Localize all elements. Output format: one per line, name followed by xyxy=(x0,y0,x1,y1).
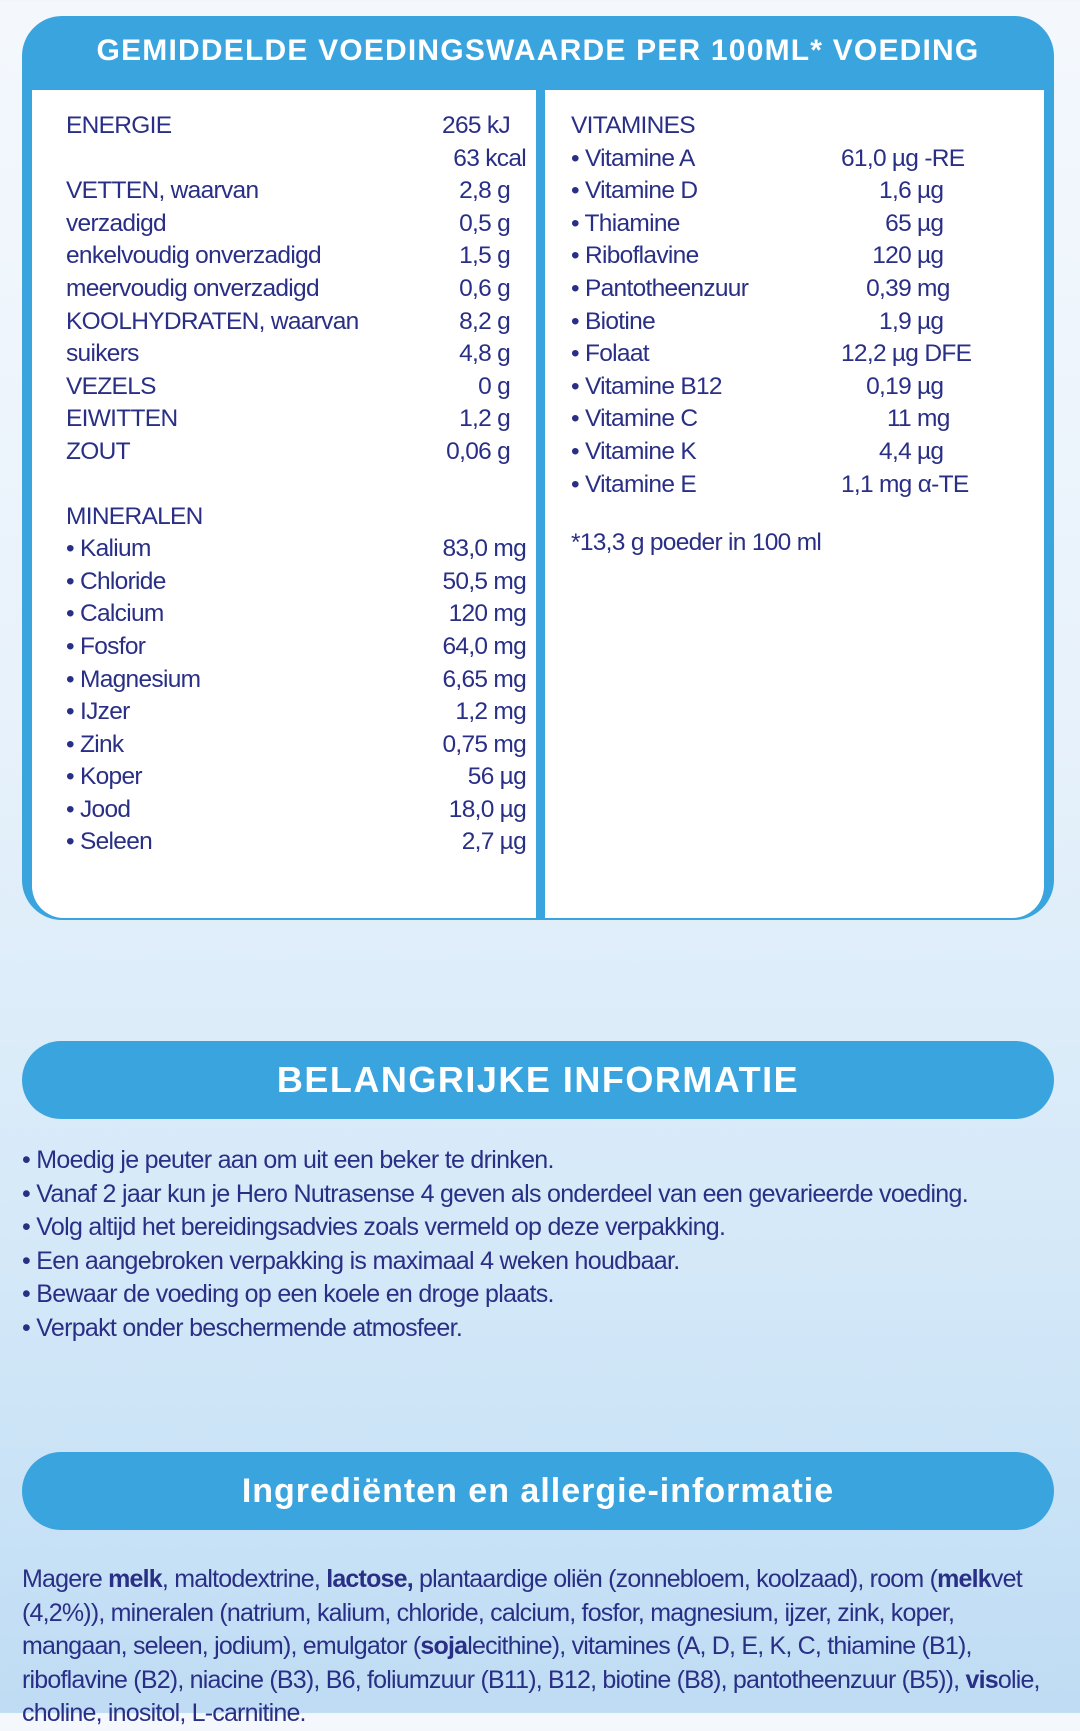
vitamin-row-amount xyxy=(841,306,961,339)
vitamins-heading-row xyxy=(571,110,1044,143)
vitamin-row-label: • Vitamine K xyxy=(571,437,697,465)
allergen-text: soja xyxy=(420,1632,468,1660)
mineral-row-value: 56 xyxy=(467,763,494,791)
important-info-banner: BELANGRIJKE INFORMATIE xyxy=(22,1041,1054,1119)
macro-row xyxy=(66,175,536,208)
info-list-item: • Vanaf 2 jaar kun je Hero Nutrasense 4 geven als onderdeel van een gevarieerde voeding. xyxy=(22,1179,968,1208)
info-list-item: • Een aangebroken verpakking is maximaal 4 weken houdbaar. xyxy=(22,1246,680,1275)
macro-row-amount xyxy=(366,273,510,306)
vitamin-row-amount xyxy=(841,240,961,273)
nutrition-right-column xyxy=(545,90,1044,918)
mineral-row-unit: mg xyxy=(493,730,526,758)
energy-label: ENERGIE xyxy=(66,112,172,139)
vitamin-row-label: • Vitamine B12 xyxy=(571,372,722,400)
mineral-row-unit: mg xyxy=(493,632,526,660)
mineral-row xyxy=(66,598,536,631)
macro-row-amount xyxy=(366,338,510,371)
macro-row xyxy=(66,273,536,306)
mineral-row-label: • Koper xyxy=(66,763,142,791)
macro-row-label: VETTEN, waarvan xyxy=(66,177,259,205)
mineral-row-unit: µg xyxy=(499,795,526,823)
macro-row-label: verzadigd xyxy=(66,209,166,237)
macro-row xyxy=(66,306,536,339)
macro-row xyxy=(66,436,536,469)
nutrition-title: GEMIDDELDE VOEDINGSWAARDE PER 100ML* VOEDING xyxy=(96,34,980,67)
mineral-row-label: • IJzer xyxy=(66,698,130,726)
vitamin-row-value: 12,2 xyxy=(841,340,886,368)
vitamin-row-label: • Vitamine A xyxy=(571,144,695,172)
mineral-row-unit: mg xyxy=(493,600,526,628)
macro-row-value: 1,2 xyxy=(459,405,492,433)
ingredient-text: olie, choline, inositol, L-carnitine. xyxy=(22,1665,1040,1727)
mineral-row-label: • Fosfor xyxy=(66,632,146,660)
mineral-row-amount xyxy=(366,533,526,566)
vitamin-row xyxy=(571,436,1044,469)
energy-kcal-row xyxy=(66,143,536,176)
mineral-row-value: 64,0 xyxy=(442,632,488,660)
vitamin-row-value: 120 xyxy=(872,242,911,270)
vitamin-row-value: 4,4 xyxy=(879,437,911,465)
info-list-item: • Verpakt onder beschermende atmosfeer. xyxy=(22,1313,463,1342)
vitamin-row-value: 11 xyxy=(886,405,911,433)
macro-row-unit: g xyxy=(497,242,510,270)
mineral-row-unit: mg xyxy=(493,567,526,595)
vitamin-row-label: • Biotine xyxy=(571,307,655,335)
mineral-row-value: 0,75 xyxy=(442,730,488,758)
ingredient-text: Magere xyxy=(22,1565,109,1593)
ingredients-banner: Ingrediënten en allergie-informatie xyxy=(22,1452,1054,1530)
macro-row-amount xyxy=(366,306,510,339)
vitamin-row-value: 0,19 xyxy=(866,372,911,400)
allergen-text: vis xyxy=(965,1665,998,1694)
vitamin-row-label: • Riboflavine xyxy=(571,242,699,270)
vitamin-row xyxy=(571,208,1044,241)
vitamin-row-value: 0,39 xyxy=(866,274,911,302)
mineral-row-value: 1,2 xyxy=(455,698,488,726)
mineral-row-label: • Kalium xyxy=(66,535,151,563)
macro-row-unit: g xyxy=(497,307,510,335)
macro-row-label: KOOLHYDRATEN, waarvan xyxy=(66,307,359,335)
vitamin-row-value: 1,6 xyxy=(879,177,911,205)
info-list-item: • Volg altijd het bereidingsadvies zoals vermeld op deze verpakking. xyxy=(22,1213,726,1241)
energy-kcal: 63 kcal xyxy=(453,144,526,172)
macro-row-label: EIWITTEN xyxy=(66,405,178,433)
mineral-row xyxy=(66,729,536,762)
macro-row-label: meervoudig onverzadigd xyxy=(66,274,319,302)
mineral-row-value: 120 xyxy=(448,600,488,628)
macro-row-value: 0,5 xyxy=(459,209,492,237)
allergen-text: melk xyxy=(108,1565,162,1593)
vitamin-row xyxy=(571,338,1044,371)
macro-row-unit: g xyxy=(497,177,510,205)
vitamin-row-unit: mg xyxy=(917,274,950,302)
macro-row-amount xyxy=(366,208,510,241)
macro-row-value: 1,5 xyxy=(459,242,492,270)
vitamin-row-unit: µg xyxy=(917,372,944,400)
vitamin-row-unit: µg xyxy=(917,242,944,270)
mineral-row xyxy=(66,826,536,859)
allergen-text: melk xyxy=(937,1565,991,1593)
vitamin-row-unit: µg xyxy=(917,209,944,237)
macro-row-unit: g xyxy=(497,209,510,237)
ingredient-text: plantaardige oliën (zonnebloem, koolzaad), room ( xyxy=(412,1565,938,1593)
mineral-row-label: • Magnesium xyxy=(66,665,201,693)
macro-row-unit: g xyxy=(497,437,510,465)
vitamin-row-label: • Pantotheenzuur xyxy=(571,274,749,302)
vitamin-row-value: 1,1 xyxy=(841,470,873,498)
macro-row-amount xyxy=(366,175,510,208)
vitamin-row-value: 65 xyxy=(885,209,911,237)
macro-row-unit: g xyxy=(497,372,510,400)
vitamin-row xyxy=(571,273,1044,306)
macro-row-amount xyxy=(366,240,510,273)
vitamin-row xyxy=(571,240,1044,273)
vitamin-row-amount xyxy=(841,175,961,208)
vitamin-row-label: • Vitamine C xyxy=(571,405,698,433)
mineral-row xyxy=(66,533,536,566)
vitamin-row-amount xyxy=(841,403,961,436)
vitamin-row-amount xyxy=(841,371,961,404)
mineral-row-amount xyxy=(366,664,526,697)
footnote: *13,3 g poeder in 100 ml xyxy=(571,529,822,557)
vitamin-row-unit: µg xyxy=(917,307,944,335)
mineral-row-unit: mg xyxy=(493,698,526,726)
mineral-row-amount xyxy=(366,761,526,794)
ingredient-text: , maltodextrine, xyxy=(161,1565,327,1593)
vitamin-row xyxy=(571,175,1044,208)
vitamin-row xyxy=(571,306,1044,339)
mineral-row xyxy=(66,761,536,794)
info-list-item: • Bewaar de voeding op een koele en droge plaats. xyxy=(22,1280,554,1308)
mineral-row-label: • Calcium xyxy=(66,600,164,628)
macro-row xyxy=(66,208,536,241)
mineral-row-label: • Zink xyxy=(66,730,124,758)
mineral-row xyxy=(66,696,536,729)
mineral-row xyxy=(66,794,536,827)
mineral-row-label: • Jood xyxy=(66,795,131,823)
vitamin-row-amount xyxy=(841,143,965,176)
mineral-row-amount xyxy=(366,598,526,631)
vitamins-heading: VITAMINES xyxy=(571,112,695,139)
macro-row xyxy=(66,403,536,436)
allergen-text: lactose, xyxy=(326,1565,413,1593)
macro-row xyxy=(66,371,536,404)
mineral-row-amount xyxy=(366,826,526,859)
minerals-heading: MINERALEN xyxy=(66,502,203,530)
vitamin-row-value: 1,9 xyxy=(879,307,911,335)
macro-row-label: suikers xyxy=(66,340,139,368)
macro-row-unit: g xyxy=(497,274,510,302)
macro-row xyxy=(66,240,536,273)
nutrition-left-column xyxy=(32,90,536,918)
mineral-row xyxy=(66,566,536,599)
vitamin-row-label: • Thiamine xyxy=(571,209,680,237)
mineral-row-value: 18,0 xyxy=(448,795,494,823)
minerals-heading-row xyxy=(66,501,536,534)
macro-row-label: ZOUT xyxy=(66,437,130,465)
mineral-row-value: 6,65 xyxy=(442,665,488,693)
mineral-row-unit: mg xyxy=(493,665,526,693)
macro-row-value: 0 xyxy=(478,372,492,400)
vitamin-row-label: • Folaat xyxy=(571,340,649,368)
macro-row-value: 2,8 xyxy=(459,177,492,205)
mineral-row-value: 2,7 xyxy=(461,828,494,856)
nutrition-panel xyxy=(22,16,1054,920)
energy-row xyxy=(66,110,536,143)
macro-row-label: VEZELS xyxy=(66,372,156,400)
energy-kj: 265 kJ xyxy=(442,112,510,139)
vitamin-row xyxy=(571,469,1044,502)
vitamin-row xyxy=(571,143,1044,176)
macro-row-label: enkelvoudig onverzadigd xyxy=(66,242,321,270)
vitamin-row-unit: µg xyxy=(917,437,944,465)
macro-row-value: 4,8 xyxy=(459,340,492,368)
vitamin-row-unit: mg xyxy=(917,405,950,433)
macro-row-unit: g xyxy=(497,405,510,433)
vitamin-row-label: • Vitamine D xyxy=(571,177,698,205)
mineral-row-unit: µg xyxy=(499,828,526,856)
mineral-row-label: • Chloride xyxy=(66,567,166,595)
mineral-row-unit: mg xyxy=(493,535,526,563)
mineral-row-amount xyxy=(366,696,526,729)
important-info-list xyxy=(22,1144,1042,1345)
vitamin-row-value: 61,0 xyxy=(841,144,886,172)
macro-row-amount xyxy=(366,371,510,404)
vitamin-row-amount xyxy=(841,273,961,306)
mineral-row-amount xyxy=(366,566,526,599)
macro-row-amount xyxy=(366,403,510,436)
macro-row-value: 0,06 xyxy=(446,437,492,465)
mineral-row xyxy=(66,631,536,664)
ingredients-text xyxy=(22,1563,1052,1731)
vitamin-row-unit: µg xyxy=(917,177,944,205)
ingredient-text: vet (4,2%)), mineralen (natrium, kalium, chloride, calcium, fosfor, magnesium, ijzer, zink, koper, mangaan, seleen, jodium), emulgator ( xyxy=(22,1565,1022,1660)
mineral-row-unit: µg xyxy=(499,763,526,791)
info-list-item: • Moedig je peuter aan om uit een beker te drinken. xyxy=(22,1146,554,1174)
ingredient-text: lecithine), vitamines (A, D, E, K, C, thiamine (B1), riboflavine (B2), niacine (B3), B6, foliumzuur (B11), B12, biotine (B8), pantotheenzuur (B5)), xyxy=(22,1632,972,1694)
vitamin-row xyxy=(571,403,1044,436)
vitamin-row-label: • Vitamine E xyxy=(571,470,697,498)
vitamin-row-amount xyxy=(841,469,969,502)
mineral-row-value: 50,5 xyxy=(442,567,488,595)
vitamin-row-amount xyxy=(841,436,961,469)
macro-row-unit: g xyxy=(497,340,510,368)
mineral-row-amount xyxy=(366,631,526,664)
vitamin-row-unit: µg DFE xyxy=(891,340,972,368)
mineral-row-amount xyxy=(366,729,526,762)
vitamin-row-amount xyxy=(841,208,961,241)
mineral-row-value: 83,0 xyxy=(442,535,488,563)
macro-row xyxy=(66,338,536,371)
macro-row-value: 0,6 xyxy=(459,274,492,302)
macro-row-value: 8,2 xyxy=(459,307,492,335)
vitamin-row-unit: mg α-TE xyxy=(878,470,969,498)
vitamin-row-amount xyxy=(841,338,972,371)
mineral-row-amount xyxy=(366,794,526,827)
macro-row-amount xyxy=(366,436,510,469)
vitamin-row-unit: µg -RE xyxy=(891,144,965,172)
vitamin-row xyxy=(571,371,1044,404)
mineral-row xyxy=(66,664,536,697)
mineral-row-label: • Seleen xyxy=(66,828,153,856)
